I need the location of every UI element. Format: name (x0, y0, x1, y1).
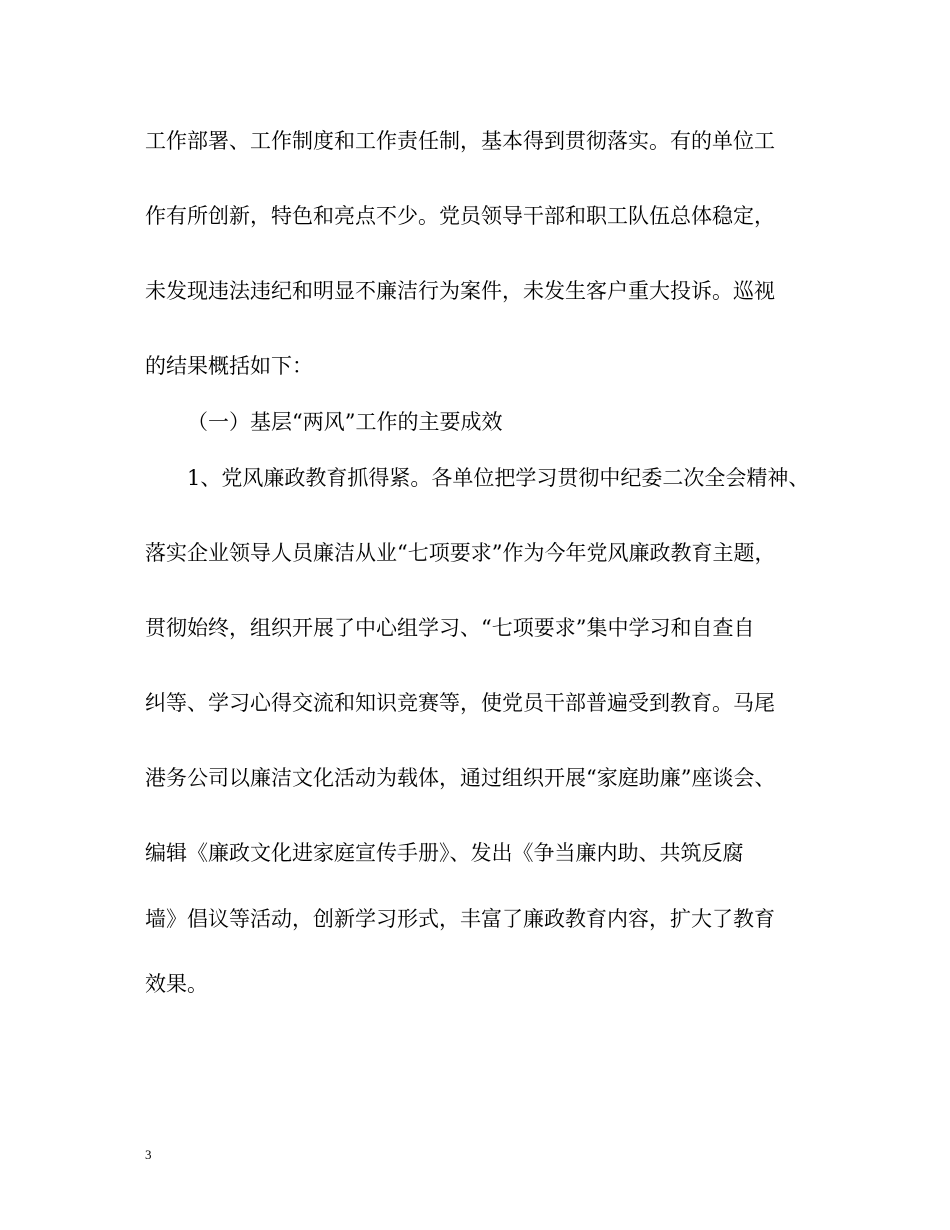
text-line: 港务公司以廉洁文化活动为载体，通过组织开展“家庭助廉”座谈会、 (145, 766, 776, 790)
section-heading: （一）基层“两风”工作的主要成效 (187, 410, 503, 434)
text-line: 作有所创新，特色和亮点不少。党员领导干部和职工队伍总体稳定， (145, 204, 775, 228)
text-line: 墙》倡议等活动，创新学习形式，丰富了廉政教育内容，扩大了教育 (145, 907, 775, 931)
text-line: 1、党风廉政教育抓得紧。各单位把学习贯彻中纪委二次全会精神、 (187, 466, 810, 490)
text-line: 编辑《廉政文化进家庭宣传手册》、发出《争当廉内助、共筑反腐 (145, 841, 744, 865)
text-line: 效果。 (145, 972, 208, 996)
text-line: 工作部署、工作制度和工作责任制，基本得到贯彻落实。有的单位工 (145, 129, 775, 153)
text-line: 纠等、学习心得交流和知识竞赛等，使党员干部普遍受到教育。马尾 (145, 691, 775, 715)
text-line: 的结果概括如下： (145, 354, 313, 378)
text-line: 落实企业领导人员廉洁从业“七项要求”作为今年党风廉政教育主题， (145, 541, 776, 565)
text-line: 贯彻始终，组织开展了中心组学习、“七项要求”集中学习和自查自 (145, 616, 755, 640)
page-number: 3 (145, 1147, 152, 1162)
text-line: 未发现违法违纪和明显不廉洁行为案件，未发生客户重大投诉。巡视 (145, 279, 775, 303)
